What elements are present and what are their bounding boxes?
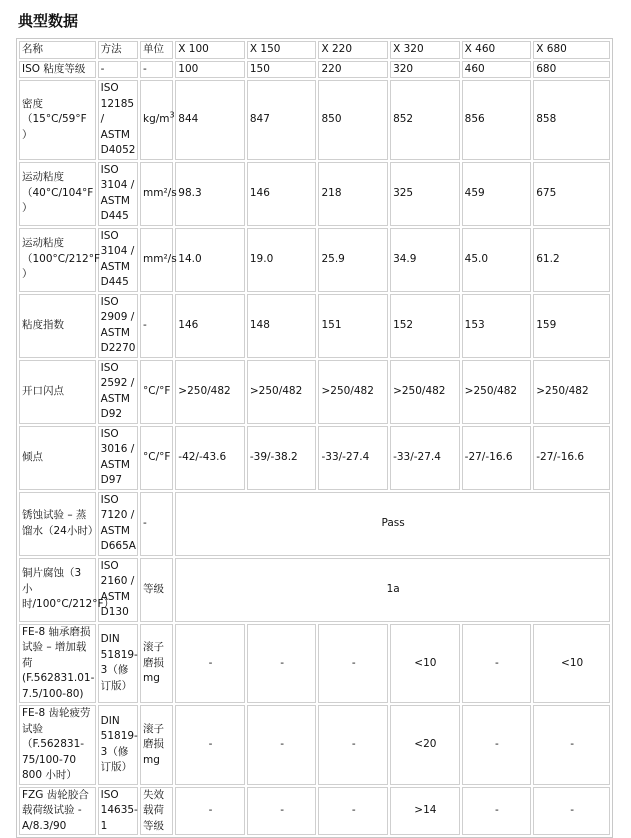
header-cell: 名称	[19, 41, 96, 59]
value-cell: 146	[175, 294, 245, 358]
value-cell: 852	[390, 80, 460, 160]
property-name-cell: 粘度指数	[19, 294, 96, 358]
table-row	[19, 360, 610, 424]
value-cell: -	[533, 787, 610, 836]
table-row	[19, 558, 610, 622]
value-cell: 34.9	[390, 228, 460, 292]
property-name-cell: 密度（15°C/59°F ）	[19, 80, 96, 160]
value-cell: 850	[318, 80, 388, 160]
property-name-cell: 锈蚀试验 – 蒸馏水（24小时）	[19, 492, 96, 556]
method-cell: ISO 3104 / ASTM D445	[98, 228, 138, 292]
table-row	[19, 624, 610, 704]
header-cell: 单位	[140, 41, 173, 59]
property-name-cell: 运动粘度（100°C/212°F ）	[19, 228, 96, 292]
value-cell: >250/482	[175, 360, 245, 424]
method-cell: ISO 2592 / ASTM D92	[98, 360, 138, 424]
table-row	[19, 80, 610, 160]
value-cell: -27/-16.6	[462, 426, 532, 490]
unit-cell: -	[140, 294, 173, 358]
value-cell: 150	[247, 61, 317, 79]
unit-cell: 等级	[140, 558, 173, 622]
table-row	[19, 705, 610, 785]
value-cell: -27/-16.6	[533, 426, 610, 490]
value-cell: 325	[390, 162, 460, 226]
value-cell: 148	[247, 294, 317, 358]
value-cell: >250/482	[318, 360, 388, 424]
unit-superscript: 3	[169, 110, 175, 120]
value-cell: -	[318, 787, 388, 836]
value-cell: -	[462, 624, 532, 704]
value-cell: 61.2	[533, 228, 610, 292]
value-cell: 459	[462, 162, 532, 226]
property-name-cell: 倾点	[19, 426, 96, 490]
value-cell: -	[175, 624, 245, 704]
method-cell: DIN 51819-3（修订版）	[98, 624, 138, 704]
method-cell: ISO 2160 / ASTM D130	[98, 558, 138, 622]
unit-cell: 滚子磨损 mg	[140, 624, 173, 704]
value-cell: -	[462, 787, 532, 836]
table-row	[19, 228, 610, 292]
value-cell: -33/-27.4	[390, 426, 460, 490]
unit-cell: -	[140, 492, 173, 556]
table-row	[19, 162, 610, 226]
value-cell: <10	[533, 624, 610, 704]
property-name-cell: FE-8 齿轮疲劳试验（F.562831-75/100-70 800 小时）	[19, 705, 96, 785]
unit-cell: mm²/s	[140, 228, 173, 292]
value-cell: 218	[318, 162, 388, 226]
value-cell: -42/-43.6	[175, 426, 245, 490]
value-cell: 151	[318, 294, 388, 358]
property-name-cell: FZG 齿轮胶合载荷级试验 - A/8.3/90	[19, 787, 96, 836]
value-cell: -	[462, 705, 532, 785]
value-cell: 98.3	[175, 162, 245, 226]
table-row	[19, 61, 610, 79]
value-cell: -	[175, 787, 245, 836]
value-cell: -	[318, 705, 388, 785]
property-name-cell: 运动粘度（40°C/104°F ）	[19, 162, 96, 226]
value-cell: 153	[462, 294, 532, 358]
header-cell: X 220	[318, 41, 388, 59]
unit-cell: -	[140, 61, 173, 79]
value-cell: <20	[390, 705, 460, 785]
property-name-cell: 开口闪点	[19, 360, 96, 424]
method-cell: -	[98, 61, 138, 79]
value-cell: >250/482	[390, 360, 460, 424]
header-cell: X 320	[390, 41, 460, 59]
method-cell: ISO 3016 / ASTM D97	[98, 426, 138, 490]
value-cell: -	[247, 787, 317, 836]
value-cell: >250/482	[462, 360, 532, 424]
typical-data-table	[16, 38, 613, 838]
value-cell: 858	[533, 80, 610, 160]
unit-cell: mm²/s	[140, 162, 173, 226]
value-cell: 847	[247, 80, 317, 160]
value-cell: 856	[462, 80, 532, 160]
merged-value-cell: 1a	[175, 558, 610, 622]
method-cell: DIN 51819-3（修订版）	[98, 705, 138, 785]
value-cell: 100	[175, 61, 245, 79]
value-cell: -39/-38.2	[247, 426, 317, 490]
value-cell: 14.0	[175, 228, 245, 292]
method-cell: ISO 7120 / ASTM D665A	[98, 492, 138, 556]
method-cell: ISO 3104 / ASTM D445	[98, 162, 138, 226]
value-cell: 159	[533, 294, 610, 358]
value-cell: 844	[175, 80, 245, 160]
table-header-row	[19, 41, 610, 59]
table-row	[19, 294, 610, 358]
value-cell: 25.9	[318, 228, 388, 292]
value-cell: 460	[462, 61, 532, 79]
value-cell: -	[533, 705, 610, 785]
table-row	[19, 492, 610, 556]
header-cell: X 680	[533, 41, 610, 59]
unit-cell	[140, 80, 173, 160]
value-cell: 19.0	[247, 228, 317, 292]
value-cell: 152	[390, 294, 460, 358]
method-cell: ISO 14635-1	[98, 787, 138, 836]
unit-cell: °C/°F	[140, 426, 173, 490]
value-cell: >250/482	[533, 360, 610, 424]
value-cell: >250/482	[247, 360, 317, 424]
property-name-cell: 铜片腐蚀（3 小时/100°C/212°F）	[19, 558, 96, 622]
header-cell: 方法	[98, 41, 138, 59]
value-cell: 680	[533, 61, 610, 79]
method-cell: ISO 12185 / ASTM D4052	[98, 80, 138, 160]
table-row	[19, 787, 610, 836]
value-cell: 320	[390, 61, 460, 79]
value-cell: 45.0	[462, 228, 532, 292]
value-cell: 146	[247, 162, 317, 226]
header-cell: X 150	[247, 41, 317, 59]
value-cell: 675	[533, 162, 610, 226]
property-name-cell: ISO 粘度等级	[19, 61, 96, 79]
table-row	[19, 426, 610, 490]
value-cell: <10	[390, 624, 460, 704]
page-title: 典型数据	[18, 12, 79, 30]
property-name-cell: FE-8 轴承磨损试验 – 增加载荷(F.562831.01-7.5/100-80)	[19, 624, 96, 704]
header-cell: X 100	[175, 41, 245, 59]
unit-cell: °C/°F	[140, 360, 173, 424]
value-cell: -	[247, 624, 317, 704]
method-cell: ISO 2909 / ASTM D2270	[98, 294, 138, 358]
unit-cell: 滚子磨损 mg	[140, 705, 173, 785]
unit-cell: 失效载荷等级	[140, 787, 173, 836]
value-cell: -	[247, 705, 317, 785]
value-cell: -33/-27.4	[318, 426, 388, 490]
value-cell: >14	[390, 787, 460, 836]
value-cell: -	[175, 705, 245, 785]
value-cell: 220	[318, 61, 388, 79]
unit-text: kg/m	[143, 113, 170, 125]
header-cell: X 460	[462, 41, 532, 59]
merged-value-cell: Pass	[175, 492, 610, 556]
value-cell: -	[318, 624, 388, 704]
